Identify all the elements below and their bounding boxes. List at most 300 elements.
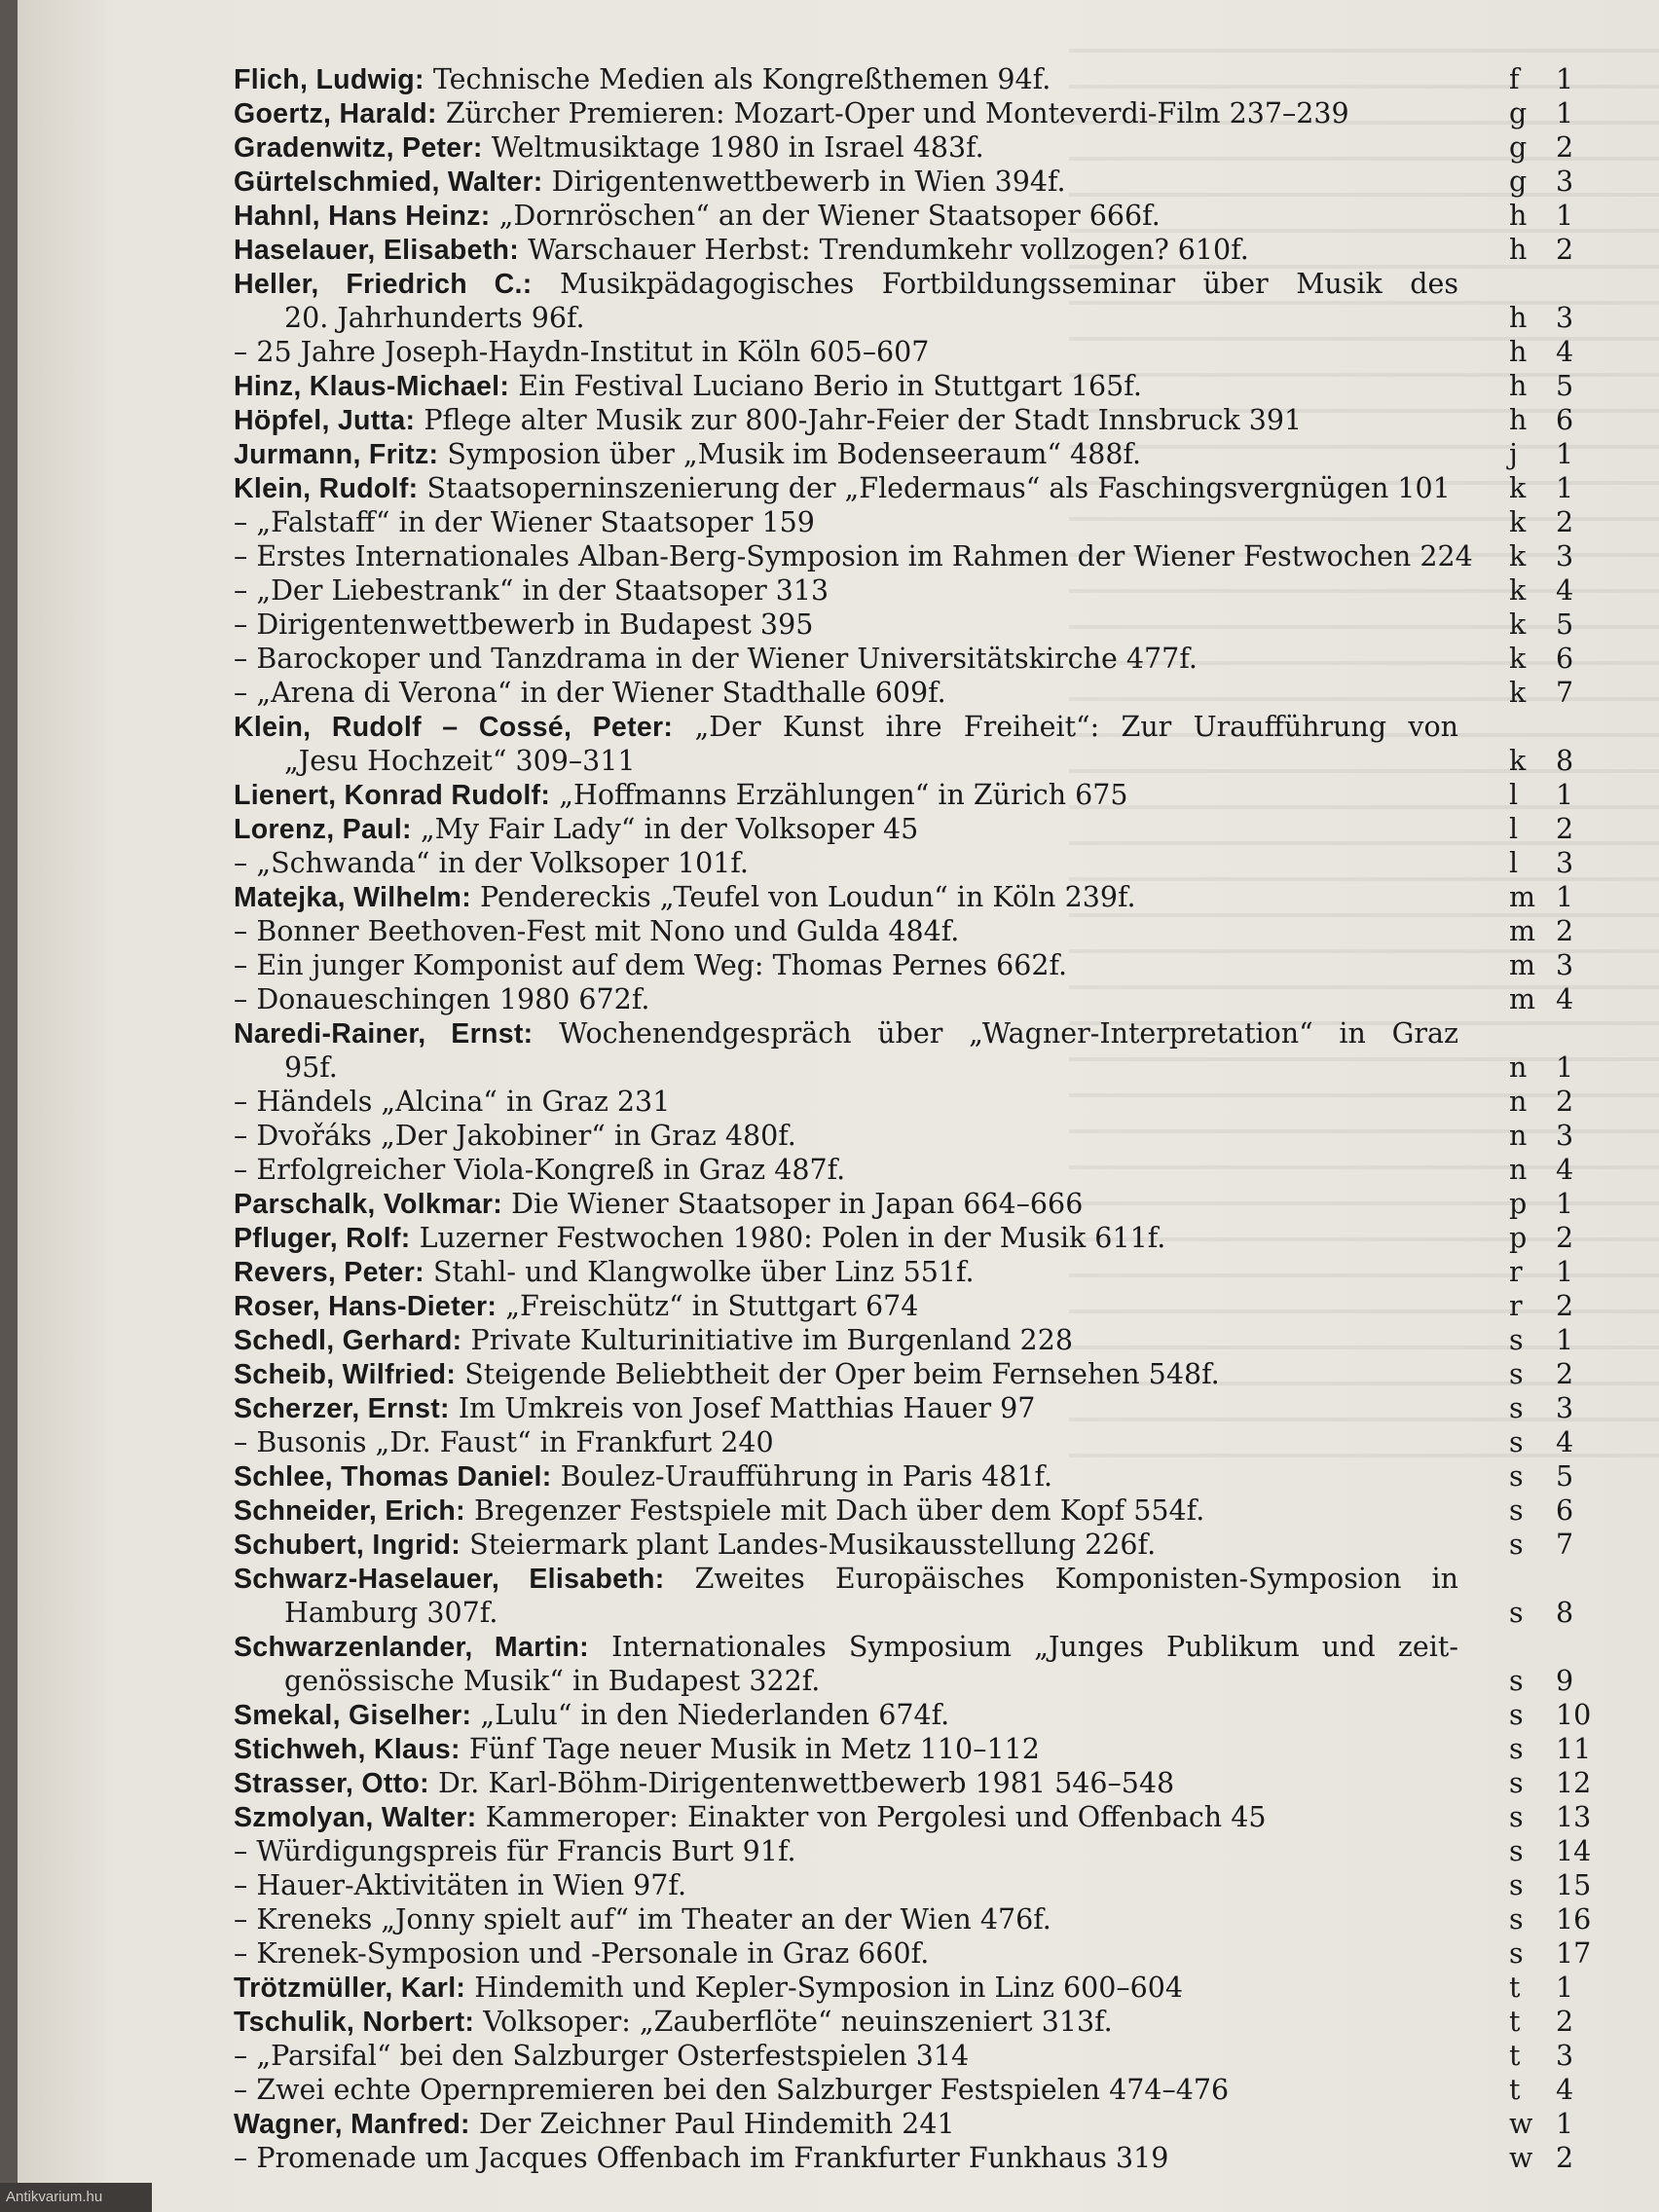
entry-code-number: 15	[1556, 1869, 1592, 1901]
entry-code-number: 8	[1556, 1597, 1574, 1629]
index-entry	[234, 2005, 1616, 2039]
entry-code	[1509, 1936, 1616, 1971]
entry-text	[234, 1119, 1458, 1153]
entry-title: Ein junger Komponist auf dem Weg: Thomas Pernes 662f.	[256, 949, 1068, 981]
entry-code	[1509, 982, 1616, 1016]
index-entry	[234, 642, 1616, 676]
entry-code	[1509, 880, 1616, 914]
entry-dash: –	[234, 574, 248, 607]
index-entry	[234, 778, 1616, 812]
entry-code-letter: h	[1509, 234, 1528, 266]
entry-text	[234, 539, 1473, 573]
entry-code	[1509, 642, 1616, 676]
entry-author: Parschalk, Volkmar:	[234, 1189, 503, 1220]
entry-text	[234, 233, 1458, 268]
entry-title: Wochenendgespräch über „Wagner-Interpretation“ in Graz	[559, 1017, 1458, 1050]
index-entry	[234, 1868, 1616, 1902]
index-entry	[234, 403, 1616, 437]
entry-code	[1509, 812, 1616, 846]
entry-code-letter: k	[1509, 472, 1527, 504]
entry-code-number: 1	[1556, 1324, 1574, 1356]
index-entry	[234, 914, 1616, 948]
index-entry	[234, 62, 1616, 96]
entry-code	[1509, 165, 1616, 199]
entry-title: Steiermark plant Landes-Musikausstellung 226f.	[469, 1529, 1157, 1561]
entry-title: Technische Medien als Kongreßthemen 94f.	[432, 63, 1051, 95]
index-entry	[234, 1085, 1616, 1119]
entry-code-number: 3	[1556, 166, 1574, 198]
entry-author: Matejka, Wilhelm:	[234, 882, 471, 913]
entry-code-letter: n	[1509, 1051, 1528, 1084]
entry-code-letter: m	[1509, 881, 1536, 913]
index-entry	[234, 1630, 1616, 1698]
entry-code	[1509, 62, 1616, 96]
entry-text	[234, 1255, 1458, 1290]
index-entry	[234, 1732, 1616, 1766]
entry-code-number: 4	[1556, 983, 1574, 1015]
entry-text	[234, 267, 1458, 302]
entry-title: Erstes Internationales Alban-Berg-Symposion im Rahmen der Wiener Festwochen 224	[256, 540, 1473, 572]
entry-code-letter: s	[1509, 1801, 1524, 1833]
entry-author: Goertz, Harald:	[234, 98, 437, 129]
entry-code-number: 3	[1556, 949, 1574, 981]
entry-author: Gürtelschmied, Walter:	[234, 166, 543, 198]
index-entry	[234, 1936, 1616, 1971]
entry-text	[234, 1732, 1458, 1767]
entry-code	[1509, 2073, 1616, 2107]
entry-code	[1509, 130, 1616, 165]
entry-code-letter: s	[1509, 1937, 1524, 1970]
entry-text	[234, 437, 1458, 472]
entry-author: Wagner, Manfred:	[234, 2109, 470, 2140]
entry-title: Luzerner Festwochen 1980: Polen in der Musik 611f.	[419, 1222, 1166, 1254]
entry-code	[1509, 505, 1616, 539]
index-entry	[234, 812, 1616, 846]
entry-author: Klein, Rudolf:	[234, 473, 419, 504]
entry-title: Musikpädagogisches Fortbildungsseminar über Musik des	[560, 268, 1458, 300]
entry-code-letter: m	[1509, 949, 1536, 981]
index-entry	[234, 1357, 1616, 1391]
entry-code	[1509, 1664, 1616, 1698]
index-entry	[234, 1425, 1616, 1459]
entry-code	[1509, 914, 1616, 948]
entry-code-letter: s	[1509, 1460, 1524, 1493]
page-edge	[0, 0, 18, 2212]
entry-code	[1509, 1834, 1616, 1868]
index-entry	[234, 1187, 1616, 1221]
entry-text	[234, 1221, 1458, 1256]
entry-dash: –	[234, 983, 248, 1015]
entry-code-letter: m	[1509, 983, 1536, 1015]
entry-code-letter: h	[1509, 302, 1528, 334]
entry-code-letter: g	[1509, 97, 1528, 129]
entry-code-number: 2	[1556, 1290, 1574, 1322]
entry-text	[234, 1289, 1458, 1324]
entry-author: Tschulik, Norbert:	[234, 2007, 475, 2038]
entry-author: Naredi-Rainer, Ernst:	[234, 1018, 534, 1050]
entry-code-number: 17	[1556, 1937, 1592, 1970]
entry-dash: –	[234, 2142, 248, 2174]
index-entry	[234, 710, 1616, 778]
entry-text	[234, 812, 1458, 847]
entry-author: Schwarz-Haselauer, Elisabeth:	[234, 1564, 665, 1595]
entry-code-letter: t	[1509, 2006, 1521, 2038]
entry-title: Symposion über „Musik im Bodenseeraum“ 488f.	[447, 438, 1142, 470]
entry-code-number: 3	[1556, 847, 1574, 879]
entry-code	[1509, 1596, 1616, 1630]
entry-code	[1509, 1766, 1616, 1800]
entry-title: Donaueschingen 1980 672f.	[256, 983, 650, 1015]
entry-code-number: 3	[1556, 302, 1574, 334]
entry-title: Der Zeichner Paul Hindemith 241	[478, 2108, 955, 2140]
entry-dash: –	[234, 677, 248, 709]
entry-dash: –	[234, 608, 248, 641]
entry-title: „Arena di Verona“ in der Wiener Stadthalle 609f.	[256, 677, 946, 709]
entry-text	[234, 369, 1458, 404]
entry-code-letter: l	[1509, 813, 1519, 845]
entry-title: Dvořáks „Der Jakobiner“ in Graz 480f.	[256, 1120, 796, 1152]
index-entry	[234, 2039, 1616, 2073]
entry-dash: –	[234, 2040, 248, 2072]
entry-text	[234, 1016, 1458, 1051]
index-entry	[234, 1800, 1616, 1834]
entry-text	[234, 130, 1458, 166]
entry-code	[1509, 301, 1616, 335]
entry-text	[234, 1357, 1458, 1392]
entry-text	[234, 1971, 1458, 2006]
entry-code-number: 1	[1556, 1256, 1574, 1288]
entry-code	[1509, 573, 1616, 608]
entry-code-number: 4	[1556, 2074, 1574, 2106]
entry-title: Kreneks „Jonny spielt auf“ im Theater an der Wien 476f.	[256, 1903, 1051, 1936]
entry-code	[1509, 471, 1616, 505]
entry-dash: –	[234, 1154, 248, 1186]
index-entry	[234, 2107, 1616, 2141]
entry-text	[234, 199, 1458, 234]
entry-code	[1509, 1187, 1616, 1221]
entry-code-number: 9	[1556, 1665, 1574, 1697]
entry-code	[1509, 1357, 1616, 1391]
entry-code-number: 1	[1556, 200, 1574, 232]
index-entry	[234, 1834, 1616, 1868]
entry-continuation: 95f.	[284, 1051, 338, 1084]
entry-code	[1509, 1425, 1616, 1459]
entry-code-number: 1	[1556, 63, 1574, 95]
entry-title: Händels „Alcina“ in Graz 231	[256, 1086, 671, 1118]
entry-code	[1509, 2141, 1616, 2175]
entry-title: Hauer-Aktivitäten in Wien 97f.	[256, 1869, 687, 1901]
entry-text	[234, 948, 1458, 982]
entry-code	[1509, 846, 1616, 880]
entry-code	[1509, 1732, 1616, 1766]
entry-continuation: „Jesu Hochzeit“ 309–311	[284, 745, 636, 777]
index-entry	[234, 2141, 1616, 2175]
entry-code-letter: n	[1509, 1086, 1528, 1118]
index-entry	[234, 1971, 1616, 2005]
entry-code-number: 2	[1556, 915, 1574, 947]
entry-code-letter: p	[1509, 1222, 1528, 1254]
entry-text	[234, 2005, 1458, 2040]
entry-author: Flich, Ludwig:	[234, 64, 424, 95]
entry-code-letter: f	[1509, 63, 1520, 95]
index-entry	[234, 505, 1616, 539]
entry-code-number: 2	[1556, 2142, 1574, 2174]
entry-code-letter: h	[1509, 336, 1528, 368]
entry-code	[1509, 1971, 1616, 2005]
index-entry	[234, 1391, 1616, 1425]
index-entry	[234, 233, 1616, 267]
entry-code	[1509, 199, 1616, 233]
entry-author: Hahnl, Hans Heinz:	[234, 201, 491, 232]
entry-text	[234, 846, 1458, 880]
entry-text	[234, 2107, 1458, 2142]
entry-code-number: 10	[1556, 1699, 1592, 1731]
entry-code	[1509, 233, 1616, 267]
entry-code	[1509, 1493, 1616, 1528]
entry-text	[234, 1936, 1458, 1971]
entry-text	[234, 1323, 1458, 1358]
entry-text	[234, 1902, 1458, 1936]
entry-title: Hindemith und Kepler-Symposion in Linz 600–604	[474, 1972, 1184, 2004]
entry-title: Stahl- und Klangwolke über Linz 551f.	[432, 1256, 975, 1288]
entry-text	[234, 505, 1458, 539]
entry-code	[1509, 1051, 1616, 1085]
entry-code-letter: k	[1509, 745, 1527, 777]
entry-code-number: 1	[1556, 779, 1574, 811]
index-entry	[234, 2073, 1616, 2107]
entry-code	[1509, 744, 1616, 778]
entry-text	[234, 1459, 1458, 1494]
entry-continuation: Hamburg 307f.	[284, 1597, 498, 1629]
entry-title: Pflege alter Musik zur 800-Jahr-Feier der Stadt Innsbruck 391	[424, 404, 1303, 436]
entry-title: Promenade um Jacques Offenbach im Frankfurter Funkhaus 319	[256, 2142, 1169, 2174]
entry-code-number: 5	[1556, 608, 1574, 641]
entry-title: Busonis „Dr. Faust“ in Frankfurt 240	[256, 1426, 774, 1458]
entry-code-letter: s	[1509, 1426, 1524, 1458]
entry-text	[234, 403, 1458, 438]
entry-title: 25 Jahre Joseph-Haydn-Institut in Köln 605–607	[256, 336, 930, 368]
index-entry	[234, 96, 1616, 130]
entry-code-number: 12	[1556, 1767, 1592, 1799]
entry-author: Heller, Friedrich C.:	[234, 269, 533, 300]
entry-code-letter: n	[1509, 1154, 1528, 1186]
entry-title: Warschauer Herbst: Trendumkehr vollzogen? 610f.	[528, 234, 1249, 266]
index-entry	[234, 1766, 1616, 1800]
index-entry	[234, 437, 1616, 471]
index-entry	[234, 165, 1616, 199]
entry-author: Strasser, Otto:	[234, 1768, 429, 1799]
entry-code-number: 1	[1556, 1051, 1574, 1084]
entry-code-letter: k	[1509, 506, 1527, 538]
index-entry	[234, 1221, 1616, 1255]
index-entry	[234, 199, 1616, 233]
entry-code-letter: t	[1509, 2074, 1521, 2106]
entry-author: Pfluger, Rolf:	[234, 1223, 411, 1254]
entry-code	[1509, 676, 1616, 710]
entry-text	[234, 1391, 1458, 1426]
entry-continuation: 20. Jahrhunderts 96f.	[284, 302, 585, 334]
entry-code-letter: s	[1509, 1358, 1524, 1390]
entry-code	[1509, 369, 1616, 403]
entry-author: Scherzer, Ernst:	[234, 1393, 450, 1424]
entry-dash: –	[234, 1903, 248, 1936]
entry-code	[1509, 1323, 1616, 1357]
index-entry	[234, 1493, 1616, 1528]
entry-title: Private Kulturinitiative im Burgenland 228	[470, 1324, 1073, 1356]
entry-title: Fünf Tage neuer Musik in Metz 110–112	[468, 1733, 1040, 1765]
index-entry	[234, 1119, 1616, 1153]
entry-text	[234, 165, 1458, 200]
entry-title: „Falstaff“ in der Wiener Staatsoper 159	[256, 506, 815, 538]
index-entry	[234, 539, 1616, 573]
entry-title: Zwei echte Opernpremieren bei den Salzburger Festspielen 474–476	[256, 2074, 1230, 2106]
entry-code-letter: h	[1509, 370, 1528, 402]
entry-code-letter: k	[1509, 643, 1527, 675]
entry-code-letter: g	[1509, 166, 1528, 198]
entry-code-letter: w	[1509, 2142, 1533, 2174]
entry-code	[1509, 1459, 1616, 1493]
entry-code	[1509, 778, 1616, 812]
entry-author: Hinz, Klaus-Michael:	[234, 371, 510, 402]
entry-text	[234, 1085, 1458, 1119]
entry-code-letter: j	[1509, 438, 1518, 470]
entry-code	[1509, 437, 1616, 471]
entry-code-letter: s	[1509, 1903, 1524, 1936]
index-entry	[234, 948, 1616, 982]
entry-code-number: 2	[1556, 1222, 1574, 1254]
entry-title: Staatsoperninszenierung der „Fledermaus“ als Faschingsvergnügen 101	[426, 472, 1451, 504]
entry-dash: –	[234, 1835, 248, 1867]
index-entry	[234, 1528, 1616, 1562]
entry-code-letter: k	[1509, 608, 1527, 641]
entry-author: Scheib, Wilfried:	[234, 1359, 457, 1390]
index-entry	[234, 335, 1616, 369]
index-entry	[234, 471, 1616, 505]
entry-title: Dirigentenwettbewerb in Wien 394f.	[551, 166, 1066, 198]
entry-title: Dirigentenwettbewerb in Budapest 395	[256, 608, 814, 641]
entry-code	[1509, 1391, 1616, 1425]
entry-code-letter: r	[1509, 1256, 1523, 1288]
entry-title: Erfolgreicher Viola-Kongreß in Graz 487f.	[256, 1154, 846, 1186]
entry-text	[234, 1868, 1458, 1902]
entry-code-number: 2	[1556, 131, 1574, 164]
entry-dash: –	[234, 1937, 248, 1970]
entry-dash: –	[234, 506, 248, 538]
entry-text	[234, 676, 1458, 710]
entry-code-letter: s	[1509, 1597, 1524, 1629]
entry-code	[1509, 539, 1616, 573]
entry-title: Ein Festival Luciano Berio in Stuttgart 165f.	[518, 370, 1142, 402]
entry-text	[234, 1630, 1458, 1665]
entry-author: Gradenwitz, Peter:	[234, 132, 483, 164]
entry-title: „Schwanda“ in der Volksoper 101f.	[256, 847, 749, 879]
entry-code-number: 1	[1556, 97, 1574, 129]
entry-text	[234, 1187, 1458, 1222]
index-entry	[234, 130, 1616, 165]
entry-dash: –	[234, 336, 248, 368]
entry-code	[1509, 1698, 1616, 1732]
entry-code-number: 11	[1556, 1733, 1592, 1765]
entry-title: Würdigungspreis für Francis Burt 91f.	[256, 1835, 796, 1867]
entry-title: „Der Kunst ihre Freiheit“: Zur Uraufführung von	[694, 711, 1459, 743]
entry-code	[1509, 403, 1616, 437]
entry-author: Stichweh, Klaus:	[234, 1734, 461, 1765]
entry-code-letter: s	[1509, 1324, 1524, 1356]
index-entry	[234, 1153, 1616, 1187]
entry-title: „Freischütz“ in Stuttgart 674	[505, 1290, 919, 1322]
index-entry	[234, 369, 1616, 403]
index-entry	[234, 573, 1616, 608]
entry-text	[234, 710, 1458, 745]
entry-code-letter: l	[1509, 779, 1519, 811]
entry-text	[234, 914, 1458, 948]
entry-text	[234, 1425, 1458, 1459]
entry-continuation: genössische Musik“ in Budapest 322f.	[284, 1665, 821, 1697]
entry-code-letter: s	[1509, 1665, 1524, 1697]
entry-code-number: 14	[1556, 1835, 1592, 1867]
entry-code-letter: h	[1509, 404, 1528, 436]
entry-author: Roser, Hans-Dieter:	[234, 1291, 498, 1322]
author-index-list	[234, 62, 1616, 2175]
entry-dash: –	[234, 2074, 248, 2106]
entry-code-letter: l	[1509, 847, 1519, 879]
entry-code	[1509, 1868, 1616, 1902]
entry-code-number: 2	[1556, 1358, 1574, 1390]
entry-code-letter: s	[1509, 1494, 1524, 1527]
index-entry	[234, 267, 1616, 335]
entry-code-letter: s	[1509, 1869, 1524, 1901]
entry-code-number: 1	[1556, 2108, 1574, 2140]
entry-author: Schlee, Thomas Daniel:	[234, 1461, 552, 1493]
entry-code-number: 5	[1556, 370, 1574, 402]
entry-code-number: 13	[1556, 1801, 1592, 1833]
entry-text	[234, 1528, 1458, 1563]
entry-title: Weltmusiktage 1980 in Israel 483f.	[491, 131, 984, 164]
entry-code-letter: s	[1509, 1392, 1524, 1424]
entry-author: Lienert, Konrad Rudolf:	[234, 780, 551, 811]
index-entry	[234, 1323, 1616, 1357]
entry-code-letter: w	[1509, 2108, 1533, 2140]
entry-code-letter: h	[1509, 200, 1528, 232]
entry-text	[234, 982, 1458, 1016]
entry-text	[234, 62, 1458, 97]
entry-code-letter: s	[1509, 1767, 1524, 1799]
entry-author: Höpfel, Jutta:	[234, 405, 416, 436]
entry-dash: –	[234, 540, 248, 572]
entry-code-letter: k	[1509, 574, 1527, 607]
entry-author: Revers, Peter:	[234, 1257, 424, 1288]
entry-title: Bonner Beethoven-Fest mit Nono und Gulda 484f.	[256, 915, 960, 947]
entry-code-number: 4	[1556, 1154, 1574, 1186]
entry-code	[1509, 1221, 1616, 1255]
entry-title: Volksoper: „Zauberflöte“ neuinszeniert 313f.	[483, 2006, 1113, 2038]
entry-title: „Hoffmanns Erzählungen“ in Zürich 675	[559, 779, 1128, 811]
entry-code-number: 2	[1556, 2006, 1574, 2038]
entry-author: Schedl, Gerhard:	[234, 1325, 462, 1356]
entry-title: Im Umkreis von Josef Matthias Hauer 97	[458, 1392, 1036, 1424]
entry-title: Internationales Symposium „Junges Publikum und zeit-	[611, 1631, 1458, 1663]
entry-author: Smekal, Giselher:	[234, 1700, 472, 1731]
entry-code-number: 4	[1556, 574, 1574, 607]
entry-code-letter: n	[1509, 1120, 1528, 1152]
entry-code-number: 7	[1556, 1529, 1574, 1561]
entry-title: „My Fair Lady“ in der Volksoper 45	[420, 813, 919, 845]
entry-code	[1509, 2005, 1616, 2039]
index-entry	[234, 1016, 1616, 1085]
entry-code-number: 8	[1556, 745, 1574, 777]
entry-code	[1509, 1119, 1616, 1153]
entry-author: Schubert, Ingrid:	[234, 1530, 461, 1561]
